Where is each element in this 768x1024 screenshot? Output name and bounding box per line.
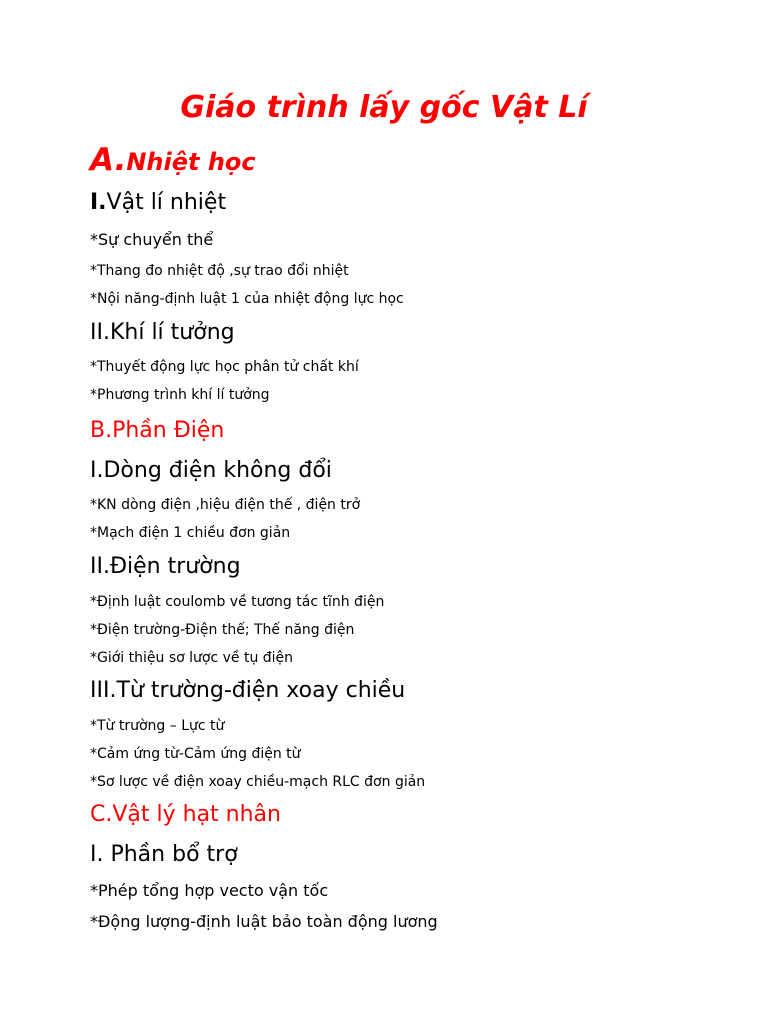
section-a-part-1-heading: [90, 190, 226, 216]
section-a-prefix: A.: [90, 142, 127, 178]
list-item: *Động lượng-định luật bảo toàn động lương: [90, 912, 438, 931]
list-item: *Từ trường – Lực từ: [90, 718, 225, 734]
section-a-heading: [90, 142, 256, 179]
list-item: *Giới thiệu sơ lược về tụ điện: [90, 650, 294, 666]
list-item: *Thang đo nhiệt độ ,sự trao đổi nhiệt: [90, 263, 349, 279]
list-item: *Cảm ứng từ-Cảm ứng điện từ: [90, 746, 301, 762]
list-item: *Phương trình khí lí tưởng: [90, 387, 270, 403]
list-item: *Phép tổng hợp vecto vận tốc: [90, 881, 329, 900]
list-item: *Định luật coulomb về tương tác tĩnh điện: [90, 594, 385, 610]
list-item: *Sơ lược về điện xoay chiều-mạch RLC đơn giản: [90, 774, 426, 790]
section-a-label: Nhiệt học: [126, 148, 256, 176]
section-c-heading: C.Vật lý hạt nhân: [90, 802, 281, 827]
section-b-part-2-heading: II.Điện trường: [90, 554, 241, 579]
list-item: *Điện trường-Điện thế; Thế năng điện: [90, 622, 355, 638]
list-item: *Sự chuyển thể: [90, 230, 214, 249]
document-title: Giáo trình lấy gốc Vật Lí: [180, 90, 588, 125]
list-item: *KN dòng điện ,hiệu điện thế , điện trở: [90, 497, 361, 513]
list-item: *Thuyết động lực học phân tử chất khí: [90, 359, 359, 375]
section-a-part-1-label: Vật lí nhiệt: [106, 190, 227, 215]
section-b-heading: B.Phần Điện: [90, 418, 225, 443]
list-item: *Nội năng-định luật 1 của nhiệt động lực học: [90, 291, 404, 307]
list-item: *Mạch điện 1 chiều đơn giản: [90, 525, 291, 541]
section-c-part-1-heading: I. Phần bổ trợ: [90, 842, 238, 867]
section-b-part-1-heading: I.Dòng điện không đổi: [90, 458, 332, 483]
section-b-part-3-heading: III.Từ trường-điện xoay chiều: [90, 678, 406, 703]
section-a-part-1-prefix: I.: [90, 190, 107, 215]
section-a-part-2-heading: II.Khí lí tưởng: [90, 320, 235, 345]
